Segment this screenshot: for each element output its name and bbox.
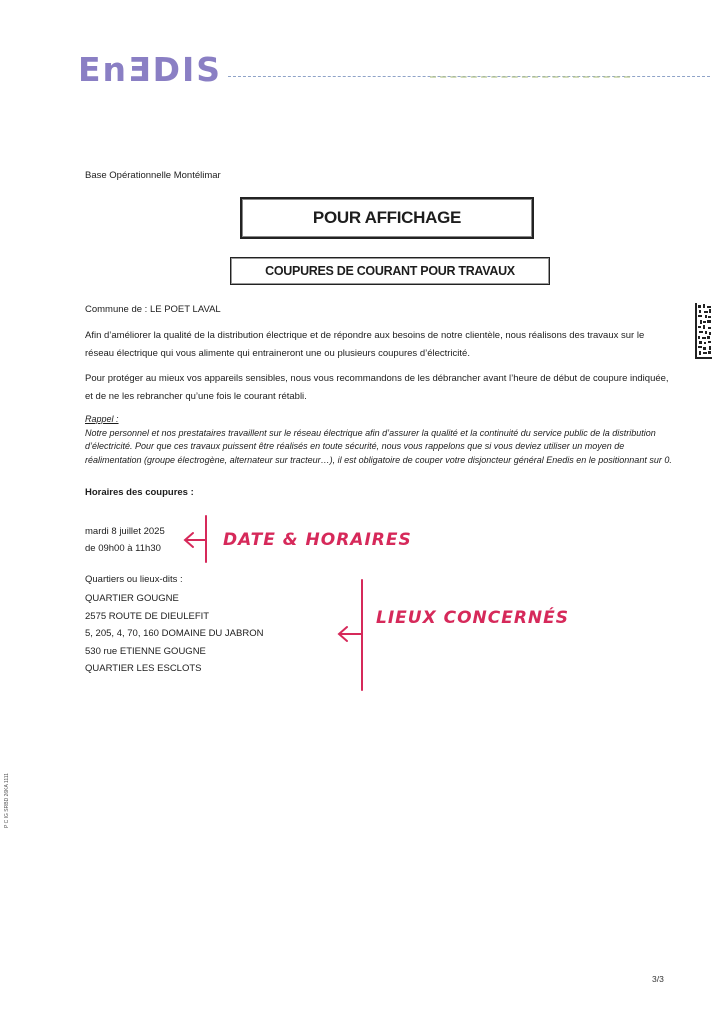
place-item: 5, 205, 4, 70, 160 DOMAINE DU JABRON <box>85 628 264 639</box>
place-item: QUARTIER LES ESCLOTS <box>85 663 202 674</box>
place-item: 2575 ROUTE DE DIEULEFIT <box>85 610 210 622</box>
places-heading: Quartiers ou lieux-dits : <box>85 574 183 585</box>
page-subtitle: COUPURES DE COURANT POUR TRAVAUX <box>265 264 515 278</box>
page-number: 3/3 <box>652 974 664 984</box>
horaires-heading: Horaires des coupures : <box>85 487 194 498</box>
intro-paragraph: Afin d’améliorer la qualité de la distribution électrique et de répondre aux besoins de notre clientèle, nous réalisons des travaux sur le réseau électrique qui vous alimente qui entraineront une ou plusieurs coupures d’électricité. <box>85 330 645 359</box>
handwritten-date-note: DATE & HORAIRES <box>223 530 412 550</box>
outage-date: mardi 8 juillet 2025 <box>85 526 165 537</box>
outage-time: de 09h00 à 11h30 <box>85 543 161 554</box>
handwritten-places-note: LIEUX CONCERNÉS <box>376 608 570 628</box>
commune-line: Commune de : LE POET LAVAL <box>85 304 221 315</box>
datamatrix-code-icon <box>695 303 712 359</box>
side-print <box>2 720 12 835</box>
side-print-text: P C IG SRBD 26KA 1111 <box>4 773 10 828</box>
enedis-logo: EnƎDIS <box>78 50 223 89</box>
advice-paragraph: Pour protéger au mieux vos appareils sensibles, nous vous recommandons de les débrancher avant l’heure de début de coupure indiquée, et de ne les rebrancher qu’une fois le courant rétabli. <box>85 373 669 402</box>
place-item: 530 rue ETIENNE GOUGNE <box>85 645 206 657</box>
rappel-label: Rappel : <box>85 414 119 424</box>
place-item: QUARTIER GOUGNE <box>85 593 179 604</box>
page-title: POUR AFFICHAGE <box>312 208 462 227</box>
rappel-text: Notre personnel et nos prestataires travaillent sur le réseau électrique afin d’assurer la qualité et la continuité du service public de la distribution d’électricité. Pour que ces travaux puissent être réalisés en toute sécurité, nous vous rappelons que si vous deviez utiliser un moyen de réalimentation (groupe électrogène, alternateur sur tracteur…), il est obligatoire de couper votre disjoncteur général Enedis en le positionnant sur 0. <box>85 427 672 465</box>
base-operationnelle: Base Opérationnelle Montélimar <box>85 170 221 181</box>
